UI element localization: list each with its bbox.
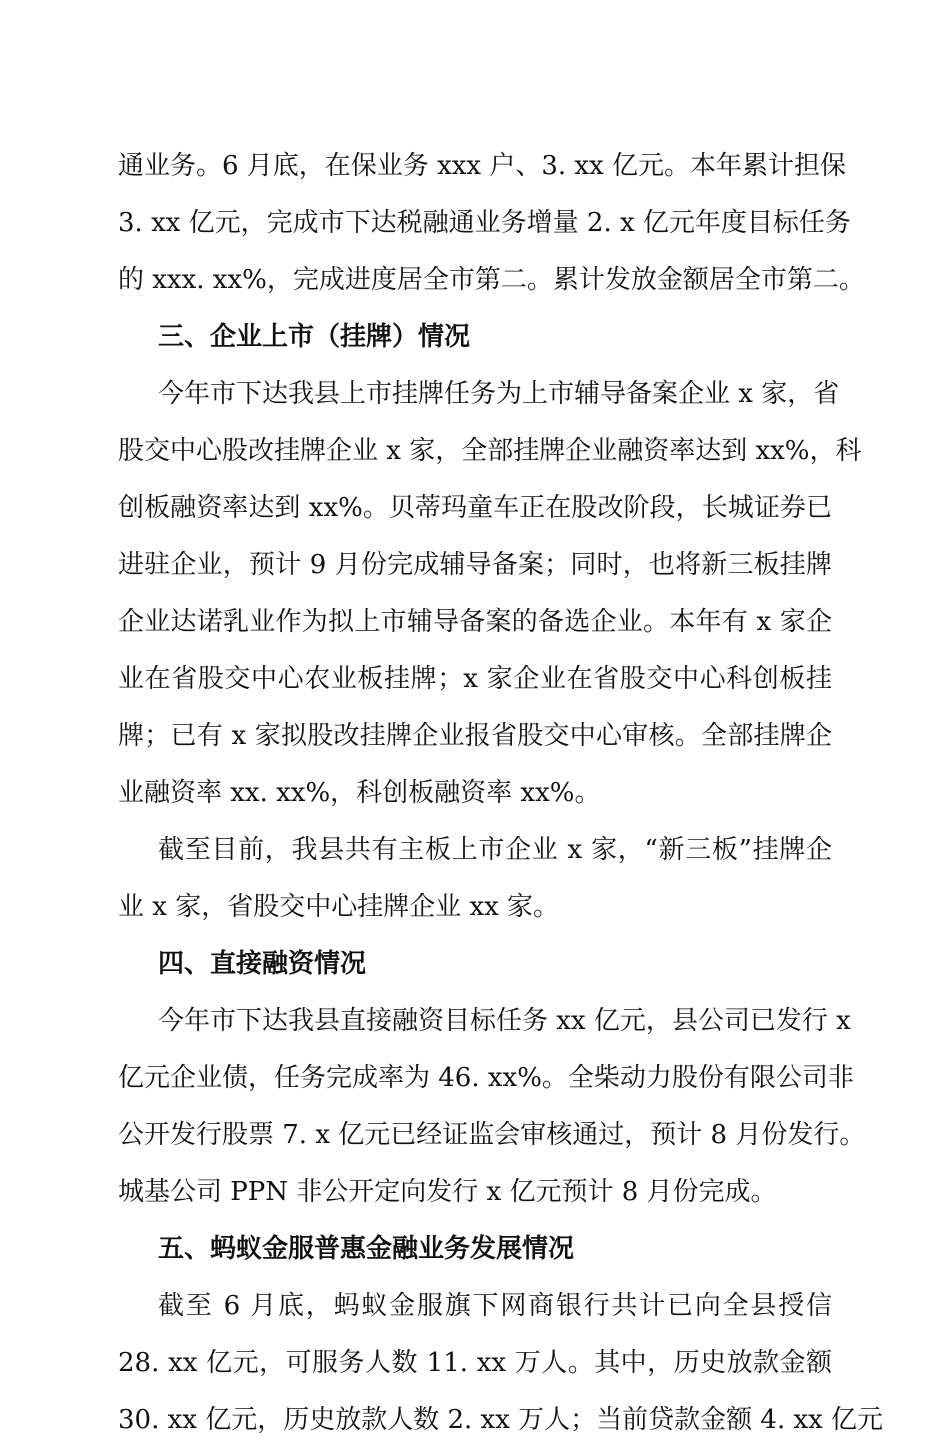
paragraph-line: 亿元企业债，任务完成率为 46. xx%。全柴动力股份有限公司非 (118, 1063, 854, 1093)
paragraph-line: 进驻企业，预计 9 月份完成辅导备案；同时，也将新三板挂牌 (118, 550, 832, 580)
paragraph-line: 业在省股交中心农业板挂牌；x 家企业在省股交中心科创板挂 (118, 664, 832, 694)
paragraph-line: 公开发行股票 7. x 亿元已经证监会审核通过，预计 8 月份发行。 (118, 1120, 866, 1150)
paragraph-line: 通业务。6 月底，在保业务 xxx 户、3. xx 亿元。本年累计担保 (118, 151, 846, 181)
paragraph-line: 创板融资率达到 xx%。贝蒂玛童车正在股改阶段，长城证券已 (118, 493, 832, 523)
paragraph-line: 业融资率 xx. xx%，科创板融资率 xx%。 (118, 778, 601, 808)
paragraph-line: 3. xx 亿元，完成市下达税融通业务增量 2. x 亿元年度目标任务 (118, 208, 851, 238)
section-heading-5: 五、蚂蚁金服普惠金融业务发展情况 (158, 1234, 575, 1264)
paragraph-line: 今年市下达我县上市挂牌任务为上市辅导备案企业 x 家，省 (158, 379, 840, 409)
section-heading-3: 三、企业上市（挂牌）情况 (158, 322, 471, 352)
paragraph-line: 30. xx 亿元，历史放款人数 2. xx 万人；当前贷款金额 4. xx 亿元 (118, 1405, 884, 1435)
paragraph-line: 今年市下达我县直接融资目标任务 xx 亿元，县公司已发行 x (158, 1006, 851, 1036)
paragraph-line: 截至 6 月底，蚂蚁金服旗下网商银行共计已向全县授信 (158, 1291, 832, 1321)
paragraph-line: 28. xx 亿元，可服务人数 11. xx 万人。其中，历史放款金额 (118, 1348, 832, 1378)
paragraph-line: 业 x 家，省股交中心挂牌企业 xx 家。 (118, 892, 560, 922)
section-heading-4: 四、直接融资情况 (158, 949, 367, 979)
paragraph-line: 股交中心股改挂牌企业 x 家，全部挂牌企业融资率达到 xx%，科 (118, 436, 862, 466)
paragraph-line: 城基公司 PPN 非公开定向发行 x 亿元预计 8 月份完成。 (118, 1177, 777, 1207)
paragraph-line: 截至目前，我县共有主板上市企业 x 家，“新三板”挂牌企 (158, 835, 832, 865)
paragraph-line: 的 xxx. xx%，完成进度居全市第二。累计发放金额居全市第二。 (118, 265, 865, 295)
paragraph-line: 企业达诺乳业作为拟上市辅导备案的备选企业。本年有 x 家企 (118, 607, 832, 637)
paragraph-line: 牌；已有 x 家拟股改挂牌企业报省股交中心审核。全部挂牌企 (118, 721, 832, 751)
